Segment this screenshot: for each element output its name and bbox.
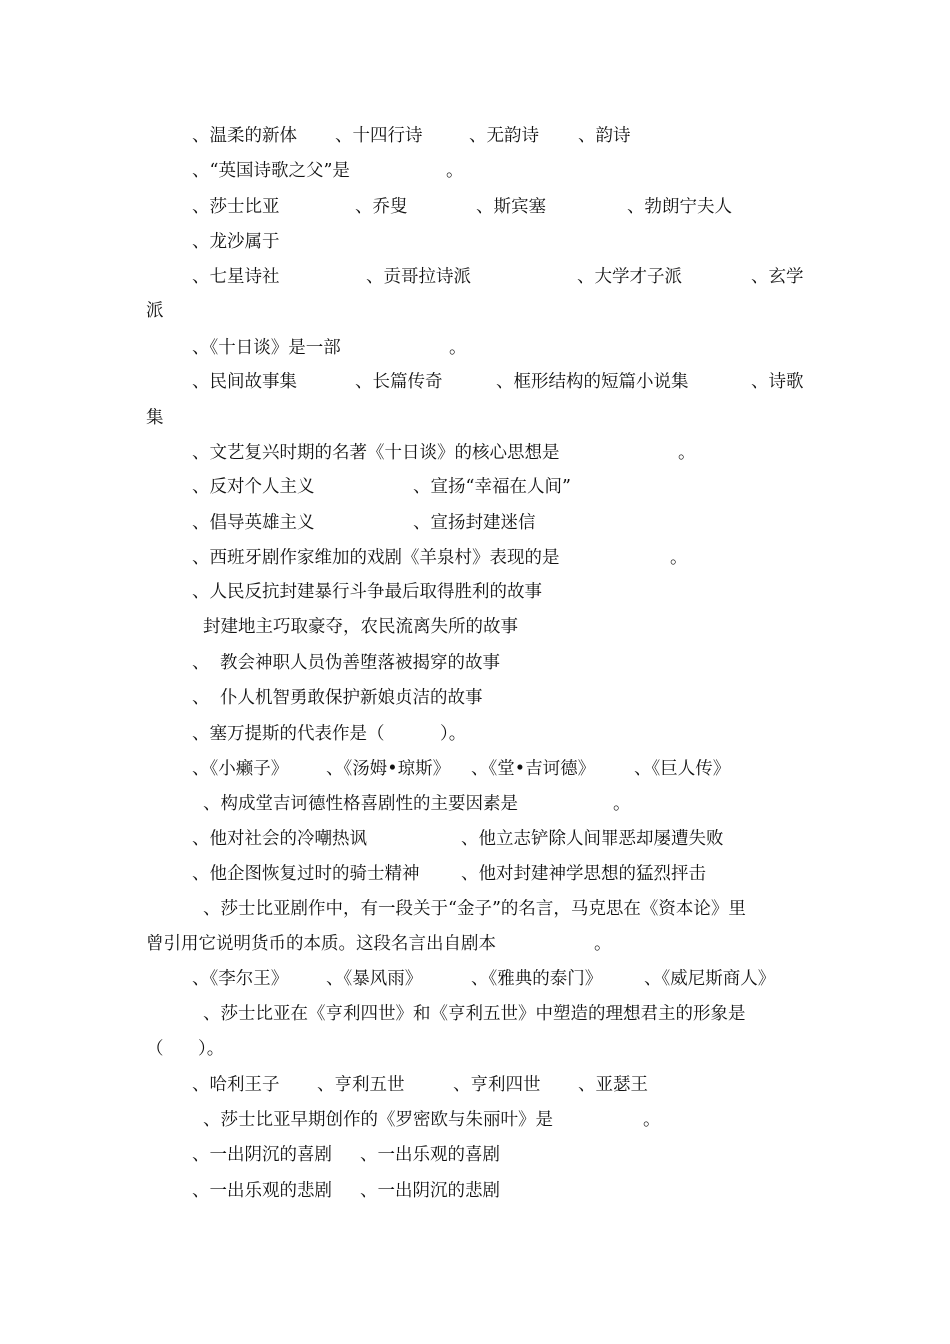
text-segment: 。 xyxy=(594,934,612,954)
text-segment: 、贡哥拉诗派 xyxy=(366,267,471,287)
text-segment: 、诗歌 xyxy=(751,372,804,392)
text-segment: 、《雅典的泰门》 xyxy=(471,969,603,989)
text-segment: 派 xyxy=(146,301,164,321)
text-segment: 、 xyxy=(192,653,210,673)
text-segment: 、韵诗 xyxy=(578,126,631,146)
text-segment: 、框形结构的短篇小说集 xyxy=(496,372,689,392)
text-segment: 、他立志铲除人间罪恶却屡遭失败 xyxy=(461,829,724,849)
text-segment: 、《小癞子》 xyxy=(192,759,289,779)
text-segment: 、“英国诗歌之父”是 xyxy=(192,161,350,181)
text-segment: 、《堂•吉诃德》 xyxy=(471,759,596,779)
text-segment: 、玄学 xyxy=(751,267,804,287)
text-segment: 、反对个人主义 xyxy=(192,477,315,497)
text-segment: 、莎士比亚 xyxy=(192,197,280,217)
text-segment: 、 xyxy=(192,688,210,708)
text-segment: 仆人机智勇敢保护新娘贞洁的故事 xyxy=(220,688,483,708)
text-segment: 、一出阴沉的悲剧 xyxy=(360,1181,500,1201)
text-segment: ）。 xyxy=(198,1039,225,1059)
text-segment: 、他对封建神学思想的猛烈抨击 xyxy=(461,864,706,884)
text-segment: 曾引用它说明货币的本质。这段名言出自剧本 xyxy=(146,934,496,954)
text-segment: 封建地主巧取豪夺，农民流离失所的故事 xyxy=(203,617,518,637)
text-segment: 。 xyxy=(446,161,464,181)
text-segment: 、《李尔王》 xyxy=(192,969,289,989)
text-segment: 集 xyxy=(146,408,164,428)
text-segment: 教会神职人员伪善堕落被揭穿的故事 xyxy=(220,653,500,673)
text-segment: 、人民反抗封建暴行斗争最后取得胜利的故事 xyxy=(192,582,542,602)
text-segment: 、勃朗宁夫人 xyxy=(627,197,732,217)
text-segment: 、莎士比亚剧作中，有一段关于“金子”的名言，马克思在《资本论》里 xyxy=(203,899,746,919)
text-segment: 、乔叟 xyxy=(355,197,408,217)
text-segment: 、斯宾塞 xyxy=(476,197,546,217)
text-segment: 、龙沙属于 xyxy=(192,232,280,252)
text-segment: 、温柔的新体 xyxy=(192,126,297,146)
text-segment: 、亨利四世 xyxy=(453,1075,541,1095)
text-segment: 、《十日谈》是一部 xyxy=(192,338,341,358)
text-segment: 、他企图恢复过时的骑士精神 xyxy=(192,864,420,884)
text-segment: 、亨利五世 xyxy=(317,1075,405,1095)
text-segment: 、《暴风雨》 xyxy=(326,969,423,989)
text-segment: 、一出乐观的喜剧 xyxy=(360,1145,500,1165)
text-segment: 、宣扬“幸福在人间” xyxy=(413,477,571,497)
text-segment: 、宣扬封建迷信 xyxy=(413,513,536,533)
text-segment: 、《巨人传》 xyxy=(634,759,731,779)
text-segment: 、莎士比亚在《亨利四世》和《亨利五世》中塑造的理想君主的形象是 xyxy=(203,1004,746,1024)
text-segment: 。 xyxy=(678,443,696,463)
text-segment: 。 xyxy=(670,548,688,568)
text-segment: 、长篇传奇 xyxy=(355,372,443,392)
text-segment: 、构成堂吉诃德性格喜剧性的主要因素是 xyxy=(203,794,518,814)
text-segment: 、大学才子派 xyxy=(577,267,682,287)
text-segment: 、无韵诗 xyxy=(469,126,539,146)
text-segment: 、一出乐观的悲剧 xyxy=(192,1181,332,1201)
text-segment: 、莎士比亚早期创作的《罗密欧与朱丽叶》是 xyxy=(203,1110,553,1130)
text-segment: 、塞万提斯的代表作是（ xyxy=(192,724,385,744)
text-segment: 、哈利王子 xyxy=(192,1075,280,1095)
text-segment: 、西班牙剧作家维加的戏剧《羊泉村》表现的是 xyxy=(192,548,560,568)
text-segment: 、十四行诗 xyxy=(335,126,423,146)
text-segment: 。 xyxy=(613,794,631,814)
text-segment: 、倡导英雄主义 xyxy=(192,513,315,533)
text-segment: 、亚瑟王 xyxy=(578,1075,648,1095)
text-segment: 、他对社会的冷嘲热讽 xyxy=(192,829,367,849)
text-segment: （ xyxy=(146,1039,164,1059)
text-segment: 、一出阴沉的喜剧 xyxy=(192,1145,332,1165)
text-segment: 、民间故事集 xyxy=(192,372,297,392)
text-segment: 、七星诗社 xyxy=(192,267,280,287)
text-segment: 、文艺复兴时期的名著《十日谈》的核心思想是 xyxy=(192,443,560,463)
text-segment: 、《威尼斯商人》 xyxy=(644,969,776,989)
text-segment: 。 xyxy=(643,1110,661,1130)
text-segment: ）。 xyxy=(440,724,467,744)
text-segment: 、《汤姆•琼斯》 xyxy=(326,759,451,779)
text-segment: 。 xyxy=(449,338,467,358)
